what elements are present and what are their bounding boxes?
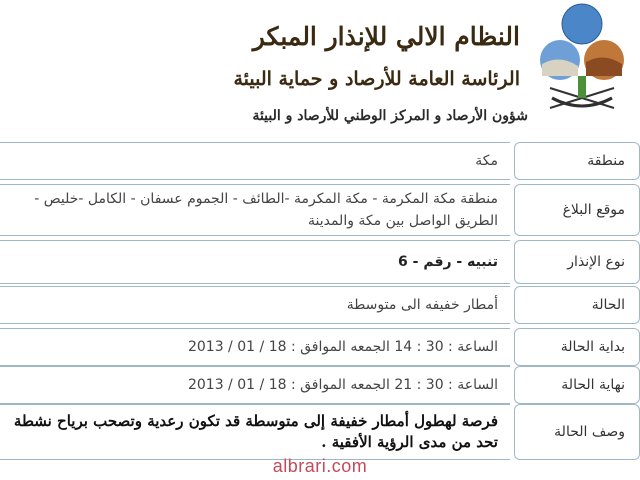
agency-title: الرئاسة العامة للأرصاد و حماية البيئة xyxy=(233,68,520,90)
row-label: منطقة xyxy=(514,142,640,180)
row-value: تنبيه - رقم - 6 xyxy=(0,240,510,284)
system-title: النظام الالي للإنذار المبكر xyxy=(252,22,520,51)
row-value: الساعة : 30 : 14 الجمعه الموافق : 18 / 01 / 2013 xyxy=(0,328,510,366)
header xyxy=(0,0,640,138)
logo-icon xyxy=(534,2,630,132)
row-value: أمطار خفيفه الى متوسطة xyxy=(0,286,510,324)
watermark: albrari.com xyxy=(272,456,368,476)
table-row xyxy=(0,184,640,236)
row-value: الساعة : 30 : 21 الجمعه الموافق : 18 / 01 / 2013 xyxy=(0,366,510,404)
table-row xyxy=(0,142,640,180)
row-value: منطقة مكة المكرمة - مكة المكرمة -الطائف - الجموم عسفان - الكامل -خليص - الطريق الواصل بين مكة والمدينة xyxy=(0,184,510,236)
table-row xyxy=(0,286,640,324)
row-value: مكة xyxy=(0,142,510,180)
row-value: فرصة لهطول أمطار خفيفة إلى متوسطة قد تكون رعدية وتصحب برياح نشطة تحد من مدى الرؤية الأفقية . xyxy=(0,404,510,460)
row-label: نوع الإنذار xyxy=(514,240,640,284)
row-label: وصف الحالة xyxy=(514,404,640,460)
table-row xyxy=(0,240,640,284)
table-row xyxy=(0,404,640,460)
table-row xyxy=(0,328,640,366)
row-label: الحالة xyxy=(514,286,640,324)
row-label: نهاية الحالة xyxy=(514,366,640,404)
row-label: موقع البلاغ xyxy=(514,184,640,236)
department-title: شؤون الأرصاد و المركز الوطني للأرصاد و البيئة xyxy=(252,108,528,124)
row-label: بداية الحالة xyxy=(514,328,640,366)
table-row xyxy=(0,366,640,404)
